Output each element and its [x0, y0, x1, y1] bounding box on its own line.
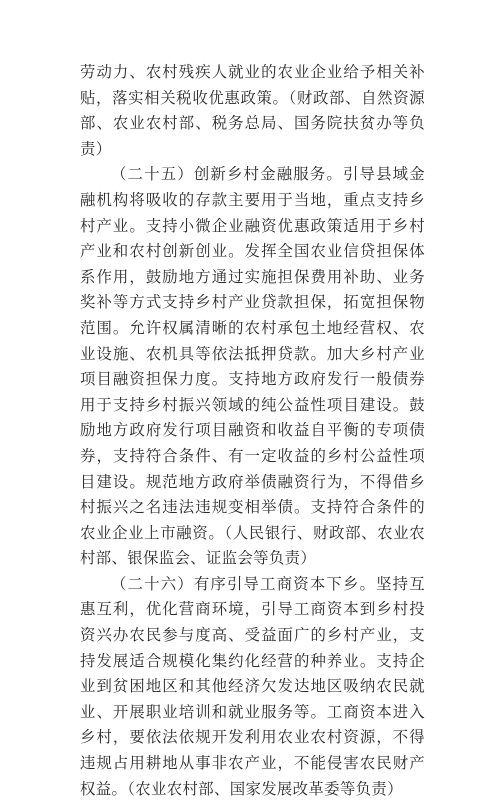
document-body — [80, 60, 425, 802]
paragraph-25-rural-finance: （二十五）创新乡村金融服务。引导县域金融机构将吸收的存款主要用于当地，重点支持乡村产业。支持小微企业融资优惠政策适用于乡村产业和农村创新创业。发挥全国农业信贷担保体系作用，鼓励地方通过实施担保费用补助、业务奖补等方式支持乡村产业贷款担保，拓宽担保物范围。允许权属清晰的农村承包土地经营权、农业设施、农机具等依法抵押贷款。加大乡村产业项目融资担保力度。支持地方政府发行一般债券用于支持乡村振兴领域的纯公益性项目建设。鼓励地方政府发行项目融资和收益自平衡的专项债券，支持符合条件、有一定收益的乡村公益性项目建设。规范地方政府举债融资行为，不得借乡村振兴之名违法违规变相举债。支持符合条件的农业企业上市融资。（人民银行、财政部、农业农村部、银保监会、证监会等负责） — [80, 165, 425, 568]
paragraph-continuation: 劳动力、农村残疾人就业的农业企业给予相关补贴，落实相关税收优惠政策。（财政部、自然资源部、农业农村部、税务总局、国务院扶贫办等负责） — [80, 63, 425, 158]
paragraph-26-industrial-capital: （二十六）有序引导工商资本下乡。坚持互惠互利，优化营商环境，引导工商资本到乡村投资兴办农民参与度高、受益面广的乡村产业，支持发展适合规模化集约化经营的种养业。支持企业到贫困地区和其他经济欠发达地区吸纳农民就业、开展职业培训和就业服务等。工商资本进入乡村，要依法依规开发利用农业农村资源，不得违规占用耕地从事非农产业，不能侵害农民财产权益。（农业农村部、国家发展改革委等负责） — [80, 574, 425, 798]
